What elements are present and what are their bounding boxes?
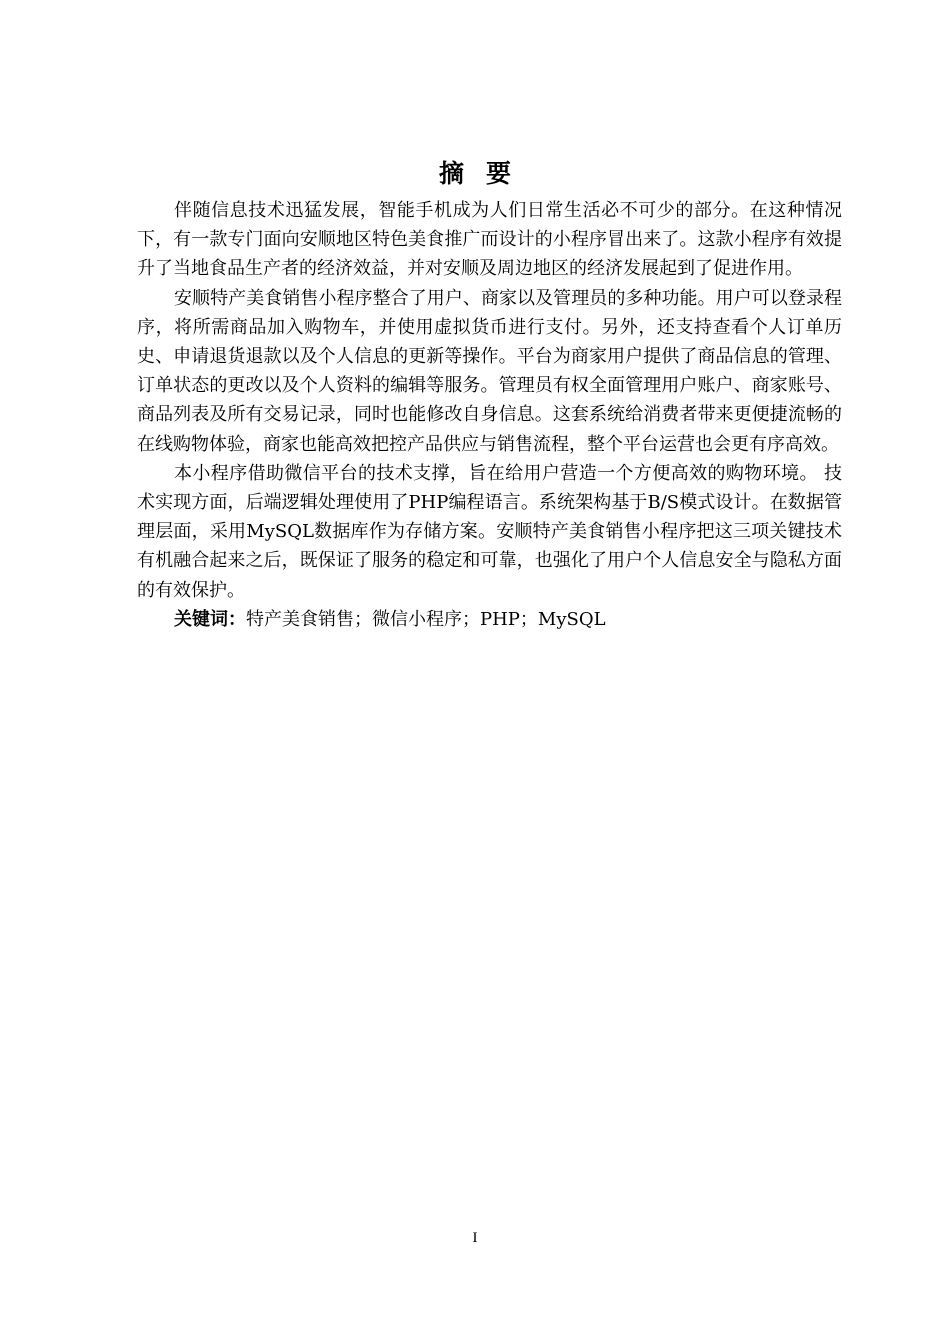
abstract-body bbox=[137, 196, 842, 634]
page-number: I bbox=[472, 1230, 478, 1246]
abstract-paragraph-2: 安顺特产美食销售小程序整合了用户、商家以及管理员的多种功能。用户可以登录程序，将所需商品加入购物车，并使用虚拟货币进行支付。另外，还支持查看个人订单历史、申请退货退款以及个人信息的更新等操作。平台为商家用户提供了商品信息的管理、订单状态的更改以及个人资料的编辑等服务。管理员有权全面管理用户账户、商家账号、商品列表及所有交易记录，同时也能修改自身信息。这套系统给消费者带来更便捷流畅的在线购物体验，商家也能高效把控产品供应与销售流程，整个平台运营也会更有序高效。 bbox=[137, 287, 842, 455]
keywords-line bbox=[137, 605, 842, 634]
abstract-paragraph-3: 本小程序借助微信平台的技术支撑，旨在给用户营造一个方便高效的购物环境。 技术实现方面，后端逻辑处理使用了PHP编程语言。系统架构基于B/S模式设计。在数据管理层面，采用MySQL数据库作为存储方案。安顺特产美食销售小程序把这三项关键技术有机融合起来之后，既保证了服务的稳定和可靠，也强化了用户个人信息安全与隐私方面的有效保护。 bbox=[137, 462, 842, 601]
abstract-title: 摘要 bbox=[438, 159, 533, 188]
keywords-label: 关键词： bbox=[174, 608, 246, 630]
abstract-paragraph-1: 伴随信息技术迅猛发展，智能手机成为人们日常生活必不可少的部分。在这种情况下，有一款专门面向安顺地区特色美食推广而设计的小程序冒出来了。这款小程序有效提升了当地食品生产者的经济效益，并对安顺及周边地区的经济发展起到了促进作用。 bbox=[137, 200, 842, 280]
keywords-text: 特产美食销售；微信小程序；PHP；MySQL bbox=[246, 608, 606, 630]
